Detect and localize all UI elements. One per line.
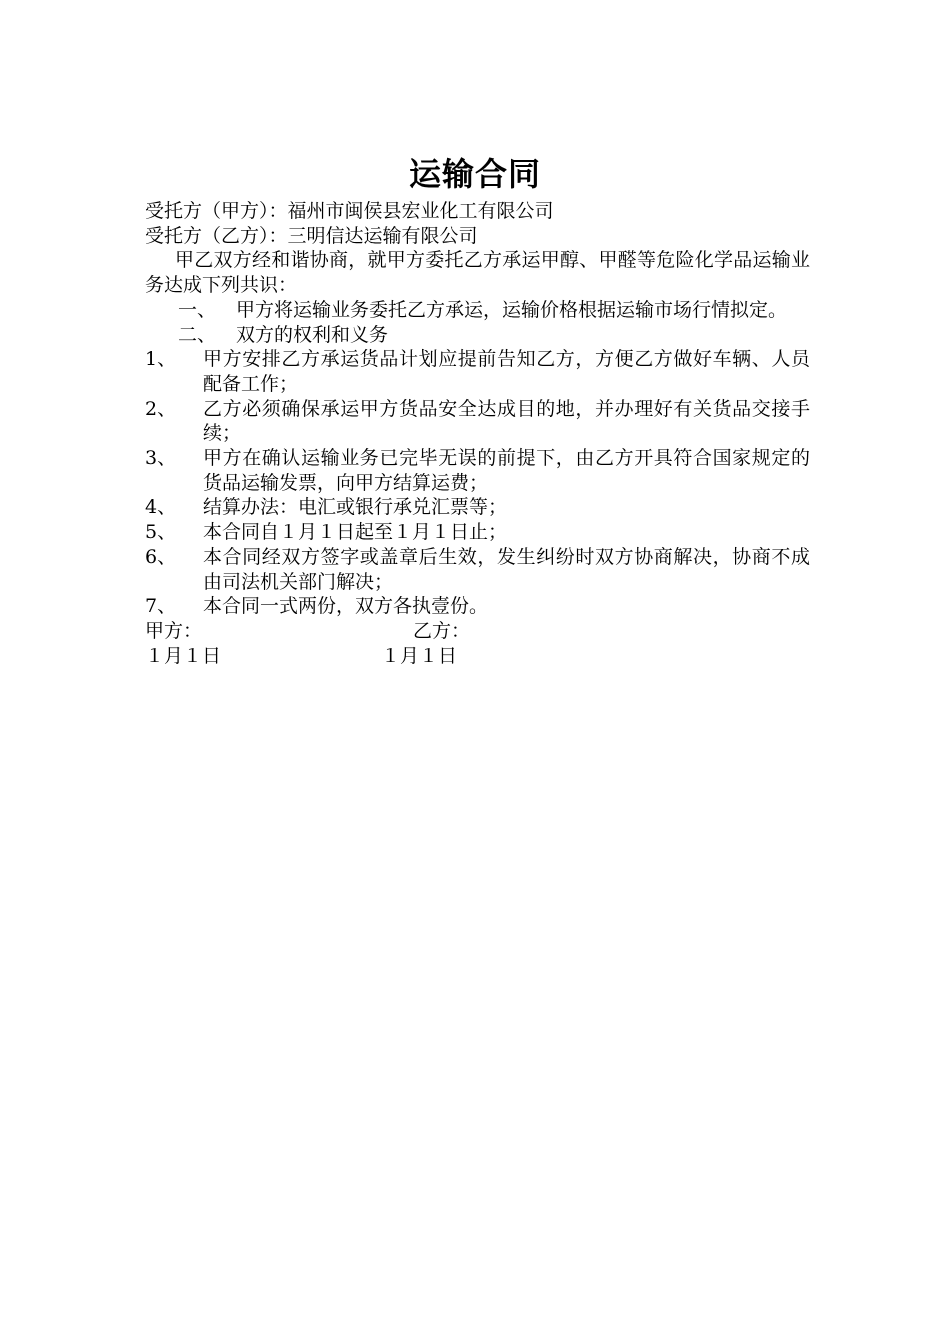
item-text: 乙方必须确保承运甲方货品安全达成目的地，并办理好有关货品交接手续；	[203, 397, 810, 445]
party-a-date: １月１日	[145, 644, 222, 667]
contract-title: 运输合同	[408, 155, 541, 193]
party-b-signature-label: 乙方：	[413, 619, 471, 642]
contract-body	[145, 199, 810, 668]
item-marker: 3、	[145, 447, 177, 470]
list-item	[145, 397, 810, 446]
signature-dates	[145, 644, 810, 669]
section-marker: 二、	[178, 323, 217, 346]
section-2	[145, 323, 810, 348]
list-item	[145, 446, 810, 495]
item-text: 结算办法：电汇或银行承兑汇票等；	[203, 496, 508, 519]
section-marker: 一、	[178, 298, 217, 321]
item-marker: 5、	[145, 521, 177, 544]
list-item	[145, 347, 810, 396]
item-marker: 4、	[145, 496, 177, 519]
list-item	[145, 520, 810, 545]
signature-labels	[145, 619, 810, 644]
list-item	[145, 495, 810, 520]
intro-paragraph: 甲乙双方经和谐协商，就甲方委托乙方承运甲醇、甲醛等危险化学品运输业务达成下列共识：	[145, 249, 810, 297]
section-text: 甲方将运输业务委托乙方承运，运输价格根据运输市场行情拟定。	[236, 298, 788, 321]
item-text: 甲方安排乙方承运货品计划应提前告知乙方，方便乙方做好车辆、人员配备工作；	[203, 348, 810, 395]
party-b-date: １月１日	[381, 644, 458, 667]
item-text: 本合同自１月１日起至１月１日止；	[203, 521, 508, 544]
list-item	[145, 545, 810, 594]
item-text: 本合同一式两份，双方各执壹份。	[203, 595, 489, 618]
item-text: 本合同经双方签字或盖章后生效，发生纠纷时双方协商解决，协商不成由司法机关部门解决；	[203, 545, 810, 593]
item-marker: 6、	[145, 545, 177, 568]
party-a-signature-label: 甲方：	[145, 619, 203, 642]
item-marker: 2、	[145, 397, 177, 420]
section-1	[145, 298, 810, 323]
list-item	[145, 594, 810, 619]
item-marker: 1、	[145, 348, 177, 371]
party-a-line: 受托方（甲方）：福州市闽侯县宏业化工有限公司	[145, 200, 554, 222]
section-text: 双方的权利和义务	[236, 323, 389, 346]
item-marker: 7、	[145, 595, 177, 618]
item-text: 甲方在确认运输业务已完毕无误的前提下，由乙方开具符合国家规定的货品运输发票，向甲方结算运费；	[203, 447, 810, 494]
party-b-line: 受托方（乙方）：三明信达运输有限公司	[145, 224, 478, 247]
